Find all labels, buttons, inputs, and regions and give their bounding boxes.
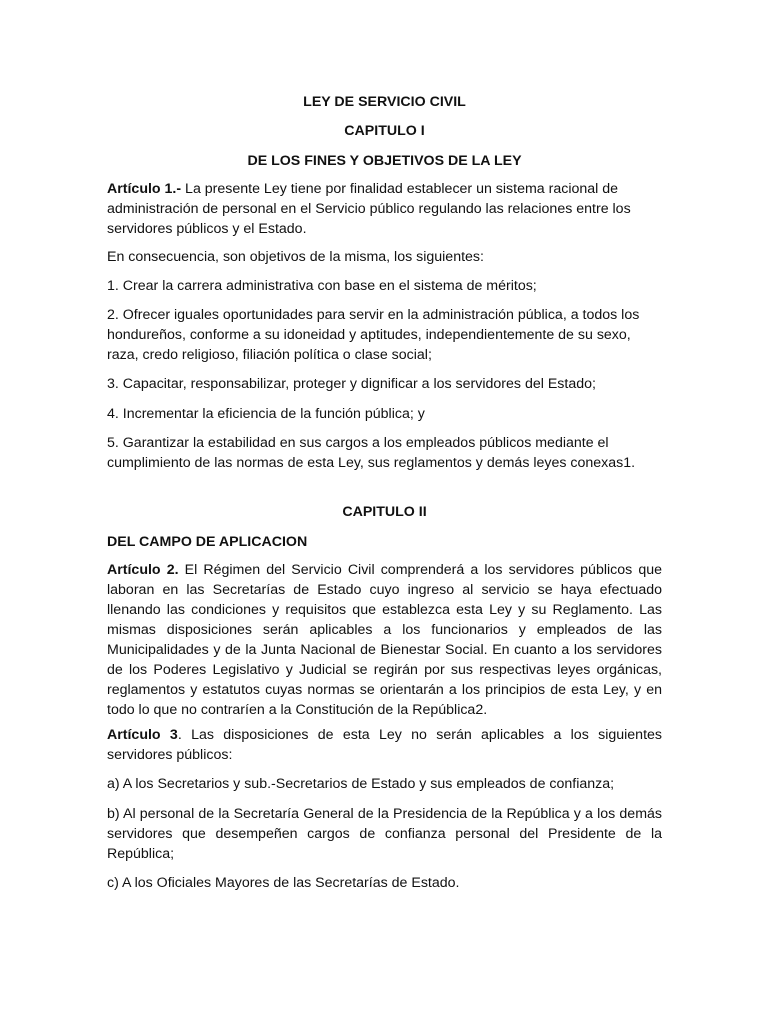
chapter-1-heading: CAPITULO I bbox=[344, 123, 425, 139]
article-3-label: Artículo 3 bbox=[107, 727, 178, 743]
article-3-text: . Las disposiciones de esta Ley no serán aplicables a los siguientes servidores públicos: bbox=[107, 727, 662, 763]
chapter-2-heading: CAPITULO II bbox=[342, 504, 427, 520]
article-2-label: Artículo 2. bbox=[107, 562, 179, 578]
chapter-2-title: DEL CAMPO DE APLICACION bbox=[107, 534, 308, 550]
objective-3: 3. Capacitar, responsabilizar, proteger y dignificar a los servidores del Estado; bbox=[107, 376, 596, 392]
document-title: LEY DE SERVICIO CIVIL bbox=[303, 94, 466, 110]
objective-5: 5. Garantizar la estabilidad en sus cargos a los empleados públicos mediante el cumplimiento de las normas de esta Ley, sus reglamentos y demás leyes conexas1. bbox=[107, 435, 636, 471]
article-2 bbox=[107, 560, 662, 720]
article-3-item-a: a) A los Secretarios y sub.-Secretarios de Estado y sus empleados de confianza; bbox=[107, 776, 615, 792]
objective-1: 1. Crear la carrera administrativa con base en el sistema de méritos; bbox=[107, 278, 537, 294]
article-1 bbox=[107, 179, 662, 239]
article-3 bbox=[107, 725, 662, 765]
objective-4: 4. Incrementar la eficiencia de la función pública; y bbox=[107, 406, 425, 422]
consequence-text: En consecuencia, son objetivos de la misma, los siguientes: bbox=[107, 249, 484, 265]
article-2-text: El Régimen del Servicio Civil comprenderá a los servidores públicos que laboran en las Secretarías de Estado cuyo ingreso al servicio se haya efectuado llenando las condiciones y requisitos que establezca esta Ley y su Reglamento. Las mismas disposiciones serán aplicables a los funcionarios y empleados de las Municipalidades y de la Junta Nacional de Bienestar Social. En cuanto a los servidores de los Poderes Legislativo y Judicial se regirán por sus respectivas leyes orgánicas, reglamentos y estatutos cuyas normas se orientarán a los principios de esta Ley, y en todo lo que no contraríen a la Constitución de la República2. bbox=[107, 562, 662, 718]
article-1-label: Artículo 1.- bbox=[107, 181, 182, 197]
article-3-item-c: c) A los Oficiales Mayores de las Secretarías de Estado. bbox=[107, 875, 460, 891]
article-3-item-b: b) Al personal de la Secretaría General de la Presidencia de la República y a los demás servidores que desempeñen cargos de confianza personal del Presidente de la República; bbox=[107, 806, 662, 862]
objective-2: 2. Ofrecer iguales oportunidades para servir en la administración pública, a todos los hondureños, conforme a su idoneidad y aptitudes, independientemente de su sexo, raza, credo religioso, filiación política o clase social; bbox=[107, 307, 640, 363]
chapter-1-title: DE LOS FINES Y OBJETIVOS DE LA LEY bbox=[247, 153, 522, 169]
article-1-text: La presente Ley tiene por finalidad establecer un sistema racional de administración de personal en el Servicio público regulando las relaciones entre los servidores públicos y el Estado. bbox=[107, 181, 631, 237]
